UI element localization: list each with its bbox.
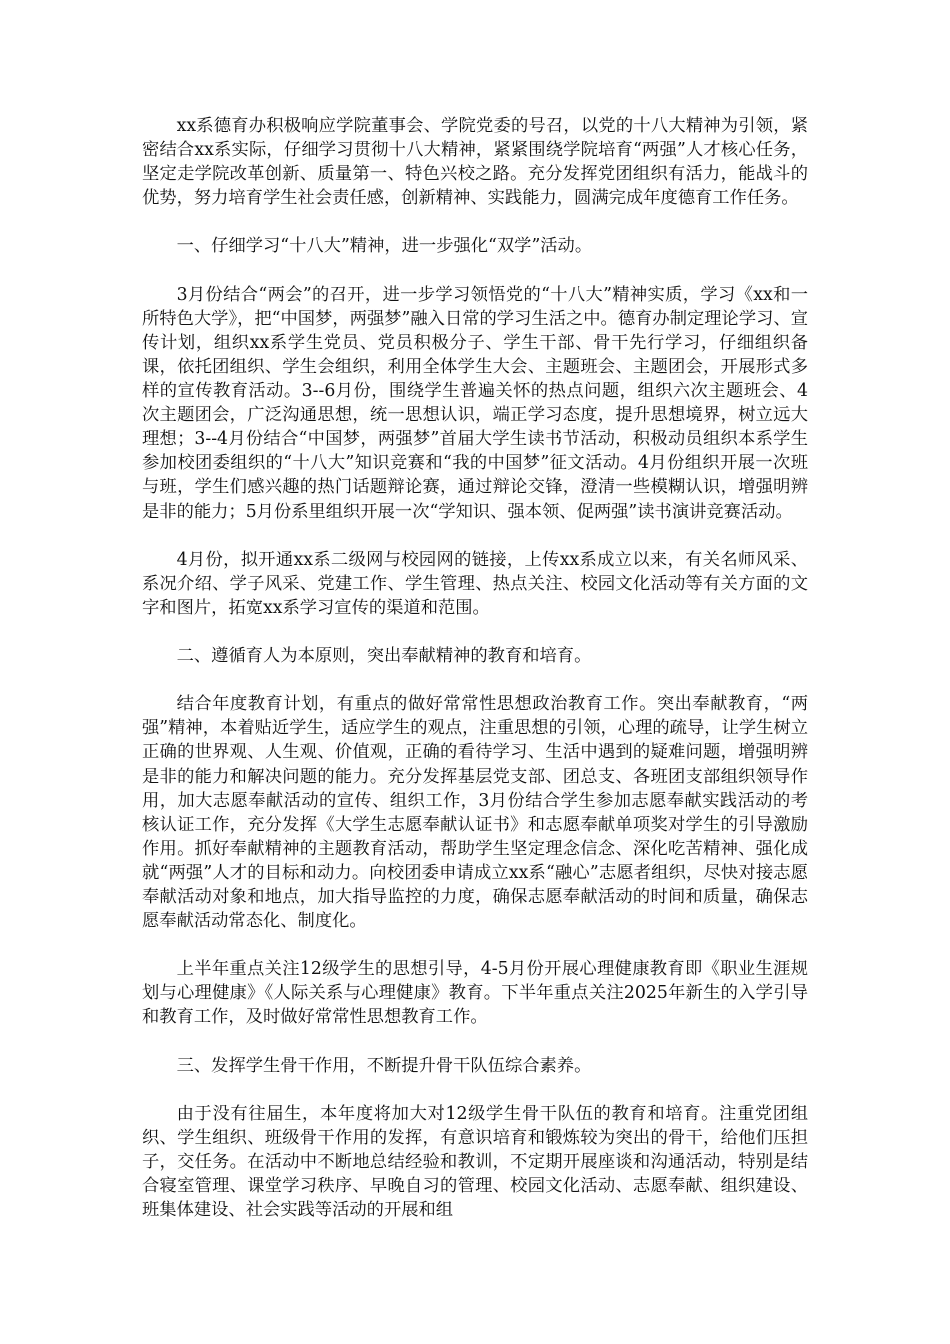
- body-paragraph: 由于没有往届生，本年度将加大对12级学生骨干队伍的教育和培育。注重党团组织、学生组织、班级骨干作用的发挥，有意识培育和锻炼较为突出的骨干，给他们压担子，交任务。在活动中不断地总结经验和教训，不定期开展座谈和沟通活动，特别是结合寝室管理、课堂学习秩序、早晚自习的管理、校园文化活动、志愿奉献、组织建设、班集体建设、社会实践等活动的开展和组: [142, 1103, 808, 1221]
- body-paragraph: 4月份，拟开通xx系二级网与校园网的链接，上传xx系成立以来，有关名师风采、系况介绍、学子风采、党建工作、学生管理、热点关注、校园文化活动等有关方面的文字和图片，拓宽xx系学习宣传的渠道和范围。: [142, 549, 808, 618]
- document-body: [142, 114, 808, 1246]
- body-paragraph: 上半年重点关注12级学生的思想引导，4-5月份开展心理健康教育即《职业生涯规划与心理健康》《人际关系与心理健康》教育。下半年重点关注2025年新生的入学引导和教育工作，及时做好常常性思想教育工作。: [142, 959, 808, 1028]
- body-paragraph: 结合年度教育计划，有重点的做好常常性思想政治教育工作。突出奉献教育，“两强”精神，本着贴近学生，适应学生的观点，注重思想的引领，心理的疏导，让学生树立正确的世界观、人生观、价值观，正确的看待学习、生活中遇到的疑难问题，增强明辨是非的能力和解决问题的能力。充分发挥基层党支部、团总支、各班团支部组织领导作用，加大志愿奉献活动的宣传、组织工作，3月份结合学生参加志愿奉献实践活动的考核认证工作，充分发挥《大学生志愿奉献认证书》和志愿奉献单项奖对学生的引导激励作用。抓好奉献精神的主题教育活动，帮助学生坚定理念信念、深化吃苦精神、强化成就“两强”人才的目标和动力。向校团委申请成立xx系“融心”志愿者组织，尽快对接志愿奉献活动对象和地点，加大指导监控的力度，确保志愿奉献活动的时间和质量，确保志愿奉献活动常态化、制度化。: [142, 694, 808, 932]
- section-heading-3: 三、发挥学生骨干作用，不断提升骨干队伍综合素养。: [176, 1055, 592, 1076]
- body-paragraph: 3月份结合“两会”的召开，进一步学习领悟党的“十八大”精神实质，学习《xx和一所特色大学》，把“中国梦，两强梦”融入日常的学习生活之中。德育办制定理论学习、宣传计划，组织xx系学生党员、党员积极分子、学生干部、骨干先行学习，仔细组织备课，依托团组织、学生会组织，利用全体学生大会、主题班会、主题团会，开展形式多样的宣传教育活动。3--6月份，围绕学生普遍关怀的热点问题，组织六次主题班会、4次主题团会，广泛沟通思想，统一思想认识，端正学习态度，提升思想境界，树立远大理想；3--4月份结合“中国梦，两强梦”首届大学生读书节活动，积极动员组织本系学生参加校团委组织的“十八大”知识竞赛和“我的中国梦”征文活动。4月份组织开展一次班与班，学生们感兴趣的热门话题辩论赛，通过辩论交锋，澄清一些模糊认识，增强明辨是非的能力；5月份系里组织开展一次“学知识、强本领、促两强”读书演讲竞赛活动。: [142, 284, 808, 522]
- section-heading-2: 二、遵循育人为本原则，突出奉献精神的教育和培育。: [176, 646, 592, 667]
- section-heading-1: 一、仔细学习“十八大”精神，进一步强化“双学”活动。: [176, 236, 593, 257]
- intro-paragraph: xx系德育办积极响应学院董事会、学院党委的号召，以党的十八大精神为引领，紧密结合xx系实际，仔细学习贯彻十八大精神，紧紧围绕学院培育“两强”人才核心任务，坚定走学院改革创新、质量第一、特色兴校之路。充分发挥党团组织有活力，能战斗的优势，努力培育学生社会责任感，创新精神、实践能力，圆满完成年度德育工作任务。: [142, 116, 808, 209]
